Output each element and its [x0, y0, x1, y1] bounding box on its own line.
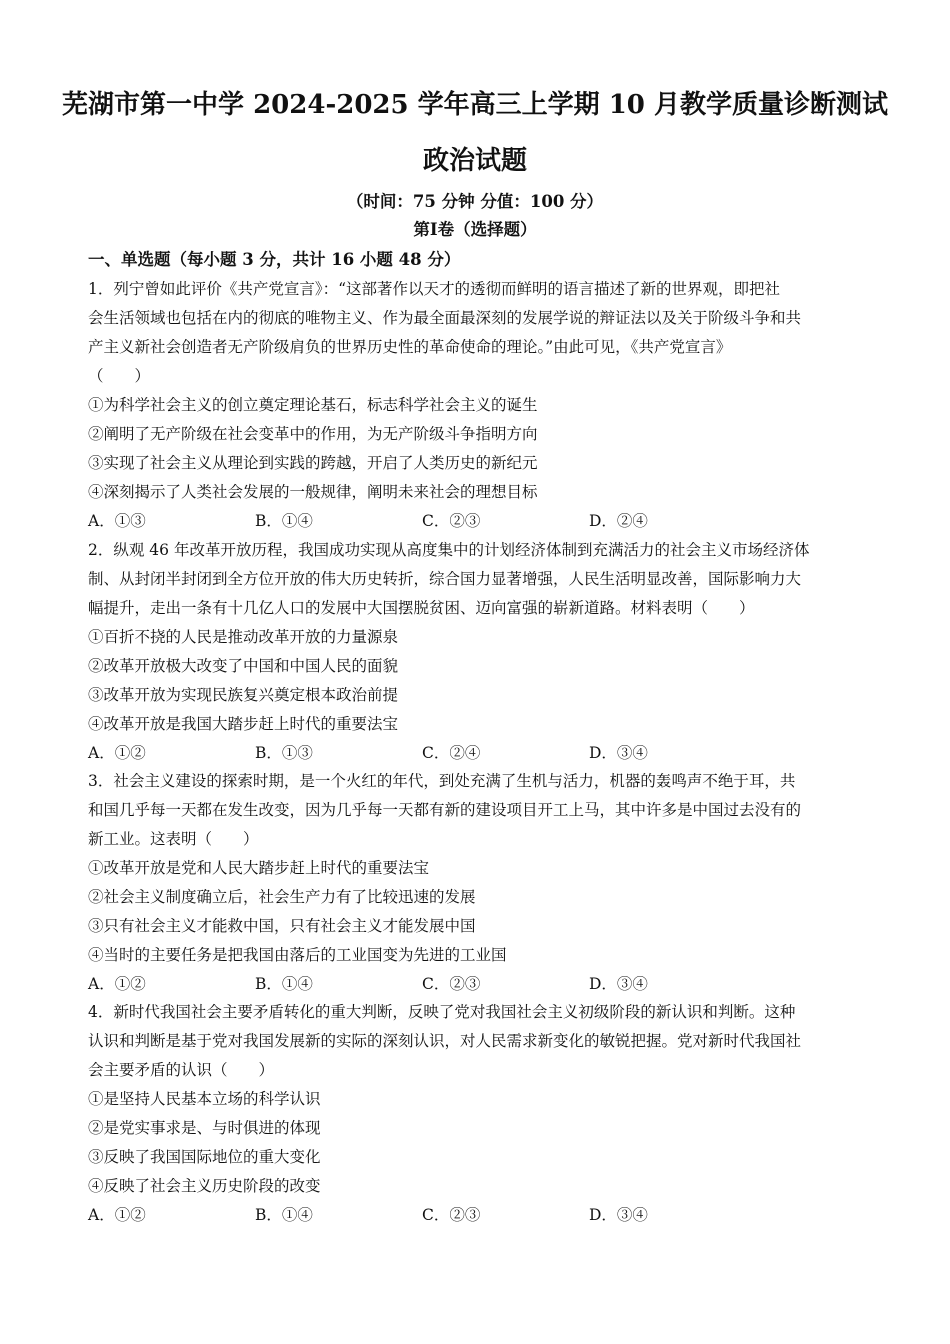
statement-item: ②是党实事求是、与时俱进的体现 [88, 1119, 321, 1137]
question-1 [88, 275, 863, 536]
statement-item: ①百折不挠的人民是推动改革开放的力量源泉 [88, 628, 399, 646]
section-heading: 一、单选题（每小题 3 分，共计 16 小题 48 分） [88, 250, 461, 269]
question-stem-line: 认识和判断是基于党对我国发展新的实际的深刻认识，对人民需求新变化的敏锐把握。党对新时代我国社 [88, 1032, 802, 1050]
option-a: A．①③ [88, 512, 146, 530]
option-d: D．③④ [589, 744, 648, 762]
statement-item: ②社会主义制度确立后，社会生产力有了比较迅速的发展 [88, 888, 476, 906]
option-d: D．③④ [589, 975, 648, 993]
option-b: B．①④ [255, 1206, 313, 1224]
question-stem-line: 新工业。这表明（ ） [88, 830, 259, 848]
statement-item: ①为科学社会主义的创立奠定理论基石，标志科学社会主义的诞生 [88, 396, 538, 414]
question-stem-line: 会主要矛盾的认识（ ） [88, 1061, 275, 1079]
answer-options [88, 970, 863, 999]
answer-options [88, 1201, 863, 1230]
statement-item: ③反映了我国国际地位的重大变化 [88, 1148, 321, 1166]
exam-meta: （时间：75 分钟 分值：100 分） [346, 192, 604, 211]
question-2 [88, 536, 863, 768]
question-stem-line: 制、从封闭半封闭到全方位开放的伟大历史转折，综合国力显著增强，人民生活明显改善，国际影响力大 [88, 570, 802, 588]
statement-item: ①是坚持人民基本立场的科学认识 [88, 1090, 321, 1108]
option-a: A．①② [88, 975, 146, 993]
statement-item: ③只有社会主义才能救中国，只有社会主义才能发展中国 [88, 917, 476, 935]
statement-item: ④反映了社会主义历史阶段的改变 [88, 1177, 321, 1195]
statement-item: ④深刻揭示了人类社会发展的一般规律，阐明未来社会的理想目标 [88, 483, 538, 501]
question-stem-line: 1．列宁曾如此评价《共产党宣言》：“这部著作以天才的透彻而鲜明的语言描述了新的世界观，即把社 [88, 280, 781, 298]
statement-item: ④当时的主要任务是把我国由落后的工业国变为先进的工业国 [88, 946, 507, 964]
statement-item: ④改革开放是我国大踏步赶上时代的重要法宝 [88, 715, 399, 733]
option-b: B．①④ [255, 975, 313, 993]
statement-item: ②阐明了无产阶级在社会变革中的作用，为无产阶级斗争指明方向 [88, 425, 538, 443]
statement-item: ②改革开放极大改变了中国和中国人民的面貌 [88, 657, 399, 675]
volume-heading: 第Ⅰ卷（选择题） [413, 220, 537, 239]
question-stem-line: 2．纵观 46 年改革开放历程，我国成功实现从高度集中的计划经济体制到充满活力的社会主义市场经济体 [88, 541, 810, 559]
subject-title: 政治试题 [422, 146, 527, 176]
option-b: B．①③ [255, 744, 313, 762]
option-a: A．①② [88, 744, 146, 762]
statement-item: ①改革开放是党和人民大踏步赶上时代的重要法宝 [88, 859, 430, 877]
option-d: D．③④ [589, 1206, 648, 1224]
statement-item: ③改革开放为实现民族复兴奠定根本政治前提 [88, 686, 399, 704]
question-stem-line: 产主义新社会创造者无产阶级肩负的世界历史性的革命使命的理论。”由此可见，《共产党宣言》 [88, 338, 732, 356]
option-a: A．①② [88, 1206, 146, 1224]
question-stem-line: （ ） [88, 367, 151, 385]
option-b: B．①④ [255, 512, 313, 530]
option-c: C．②④ [422, 744, 481, 762]
question-stem-line: 幅提升，走出一条有十几亿人口的发展中大国摆脱贫困、迈向富强的崭新道路。材料表明（ ） [88, 599, 755, 617]
exam-title: 芜湖市第一中学 2024-2025 学年高三上学期 10 月教学质量诊断测试 [62, 90, 888, 120]
statement-item: ③实现了社会主义从理论到实践的跨越，开启了人类历史的新纪元 [88, 454, 538, 472]
question-stem-line: 4．新时代我国社会主要矛盾转化的重大判断，反映了党对我国社会主义初级阶段的新认识和判断。这种 [88, 1003, 796, 1021]
question-4 [88, 998, 863, 1230]
answer-options [88, 507, 863, 536]
question-stem-line: 会生活领域也包括在内的彻底的唯物主义、作为最全面最深刻的发展学说的辩证法以及关于阶级斗争和共 [88, 309, 802, 327]
question-stem-line: 3．社会主义建设的探索时期，是一个火红的年代，到处充满了生机与活力，机器的轰鸣声不绝于耳，共 [88, 772, 796, 790]
option-c: C．②③ [422, 975, 481, 993]
question-3 [88, 767, 863, 999]
question-stem-line: 和国几乎每一天都在发生改变，因为几乎每一天都有新的建设项目开工上马，其中许多是中国过去没有的 [88, 801, 802, 819]
option-c: C．②③ [422, 512, 481, 530]
answer-options [88, 739, 863, 768]
option-d: D．②④ [589, 512, 648, 530]
option-c: C．②③ [422, 1206, 481, 1224]
